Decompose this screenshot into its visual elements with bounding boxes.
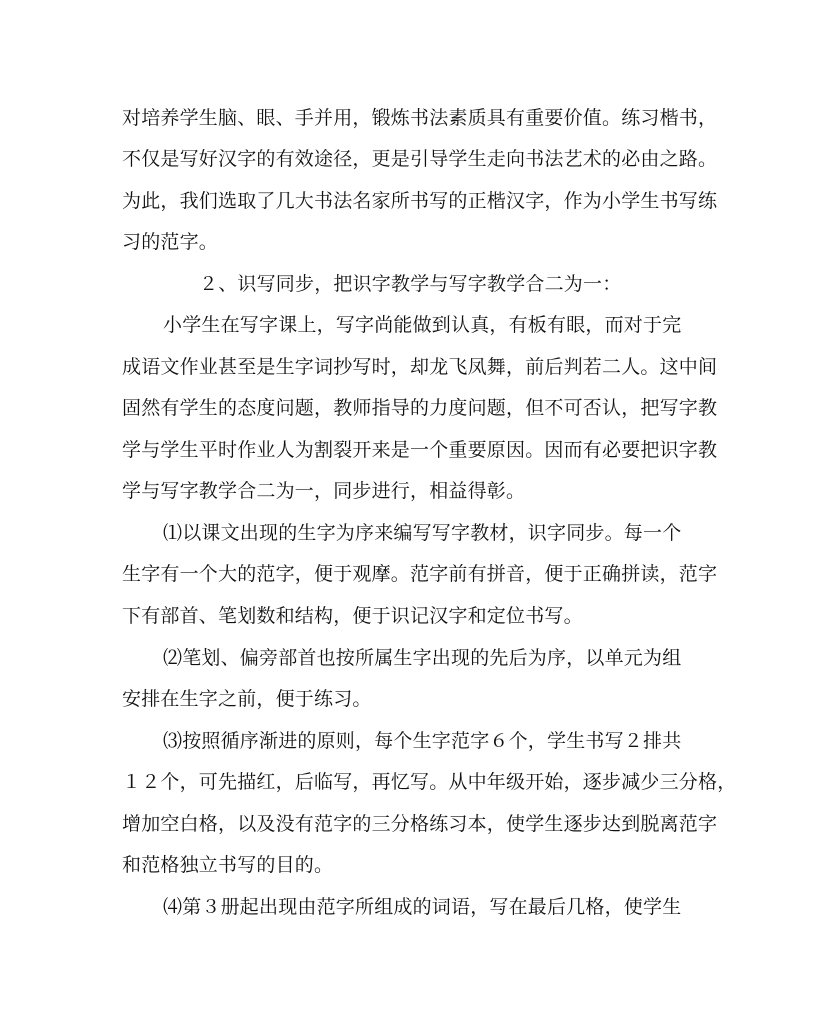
paragraph-line: 固然有学生的态度问题，教师指导的力度问题，但不可否认，把写字教 [122,397,718,419]
paragraph-line: 不仅是写好汉字的有效途径，更是引导学生走向书法艺术的必由之路。 [122,148,718,170]
paragraph-line: 成语文作业甚至是生字词抄写时，却龙飞凤舞，前后判若二人。这中间 [122,356,718,378]
list-item-line: 下有部首、笔划数和结构，便于识记汉字和定位书写。 [122,605,583,627]
list-item-line: 增加空白格，以及没有范字的三分格练习本，使学生逐步达到脱离范字 [122,813,718,835]
paragraph-line: 学与写字教学合二为一，同步进行，相益得彰。 [122,480,526,502]
paragraph-line: 学与学生平时作业人为割裂开来是一个重要原因。因而有必要把识字教 [122,439,718,461]
section-heading: ２、识写同步，把识字教学与写字教学合二为一： [199,273,622,295]
list-item-line: 安排在生字之前，便于练习。 [122,688,372,710]
paragraph-line: 习的范字。 [122,231,219,253]
list-item-line: ⑴以课文出现的生字为序来编写写字教材，识字同步。每一个 [163,522,682,544]
list-item-line: １２个，可先描红，后临写，再忆写。从中年级开始，逐步减少三分格， [122,771,737,793]
list-item-line: 和范格独立书写的目的。 [122,854,334,876]
list-item-line: ⑷第３册起出现由范字所组成的词语，写在最后几格，使学生 [163,896,682,918]
paragraph-line: 对培养学生脑、眼、手并用，锻炼书法素质具有重要价值。练习楷书， [122,107,718,129]
paragraph-line: 为此，我们选取了几大书法名家所书写的正楷汉字，作为小学生书写练 [122,190,718,212]
list-item-line: 生字有一个大的范字，便于观摩。范字前有拼音，便于正确拼读，范字 [122,563,718,585]
paragraph-line: 小学生在写字课上，写字尚能做到认真，有板有眼，而对于完 [163,314,682,336]
list-item-line: ⑵笔划、偏旁部首也按所属生字出现的先后为序，以单元为组 [163,647,682,669]
list-item-line: ⑶按照循序渐进的原则，每个生字范字６个，学生书写２排共 [163,730,682,752]
